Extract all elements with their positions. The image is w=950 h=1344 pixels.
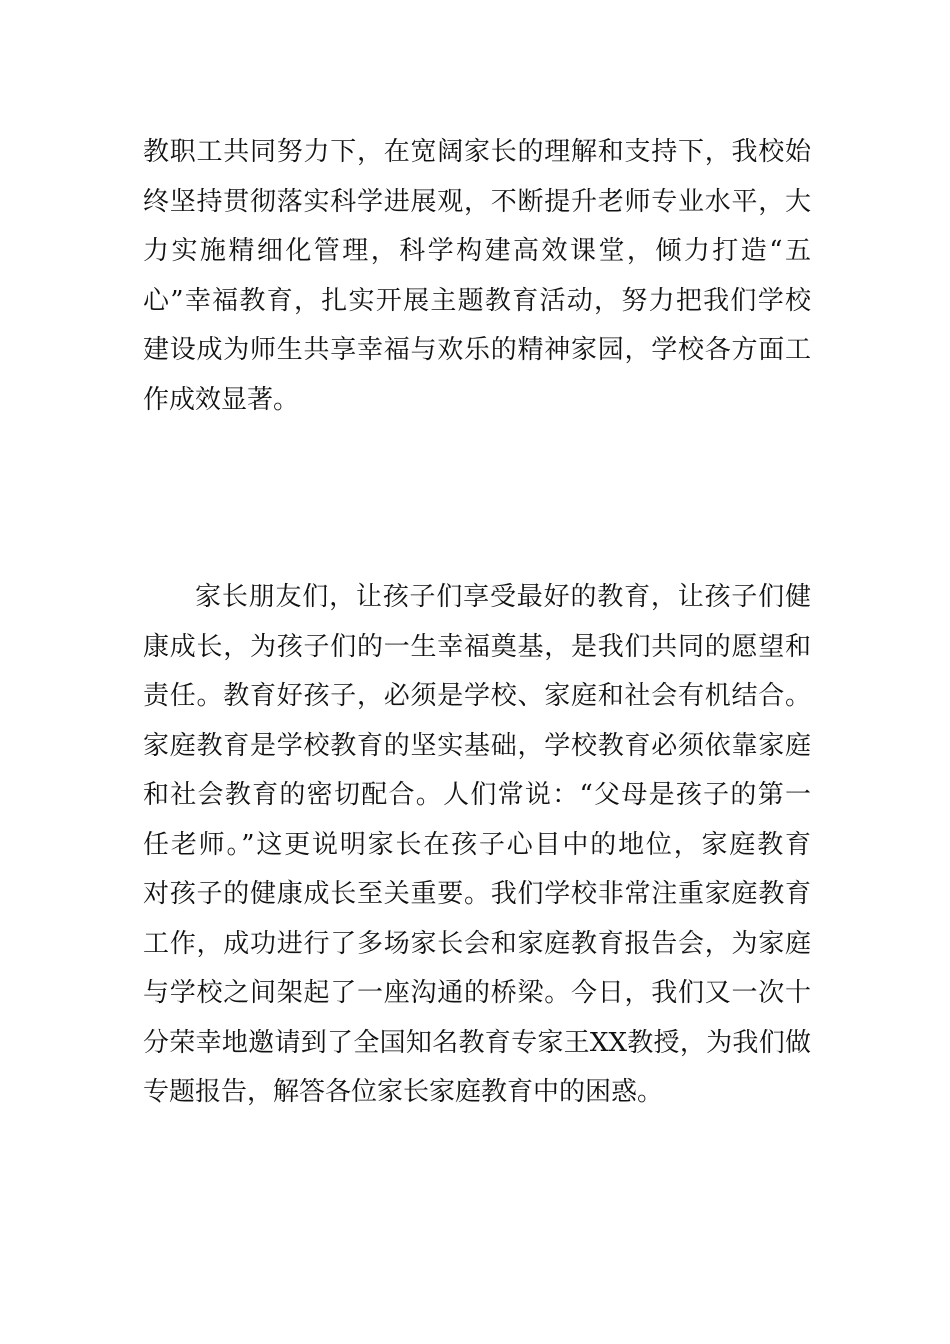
text-line: 建设成为师生共享幸福与欢乐的精神家园，学校各方面工	[143, 335, 811, 365]
paragraph-2	[143, 573, 811, 1118]
text-line: 终坚持贯彻落实科学进展观，不断提升老师专业水平，大	[143, 186, 811, 217]
text-line: 家庭教育是学校教育的坚实基础，学校教育必须依靠家庭	[143, 730, 811, 761]
text-line: 责任。教育好孩子，必须是学校、家庭和社会有机结合。	[143, 681, 811, 711]
text-line: 和社会教育的密切配合。人们常说：“父母是孩子的第一	[143, 780, 811, 810]
text-line: 力实施精细化管理，科学构建高效课堂，倾力打造“五	[143, 236, 811, 266]
text-line: 专题报告，解答各位家长家庭教育中的困惑。	[143, 1077, 664, 1107]
text-line: 对孩子的健康成长至关重要。我们学校非常注重家庭教育	[143, 879, 811, 909]
text-line: 心”幸福教育，扎实开展主题教育活动，努力把我们学校	[143, 285, 811, 316]
text-line: 与学校之间架起了一座沟通的桥梁。今日，我们又一次十	[143, 978, 811, 1008]
paragraph-1	[143, 128, 811, 425]
text-line: 任老师。”这更说明家长在孩子心目中的地位，家庭教育	[143, 829, 811, 860]
text-line: 工作，成功进行了多场家长会和家庭教育报告会，为家庭	[143, 928, 811, 959]
text-line: 家长朋友们，让孩子们享受最好的教育，让孩子们健	[195, 582, 811, 612]
text-line: 作成效显著。	[143, 384, 300, 415]
text-line: 教职工共同努力下，在宽阔家长的理解和支持下，我校始	[143, 137, 811, 167]
text-line: 分荣幸地邀请到了全国知名教育专家王XX教授，为我们做	[143, 1027, 811, 1058]
text-line: 康成长，为孩子们的一生幸福奠基，是我们共同的愿望和	[143, 631, 811, 662]
